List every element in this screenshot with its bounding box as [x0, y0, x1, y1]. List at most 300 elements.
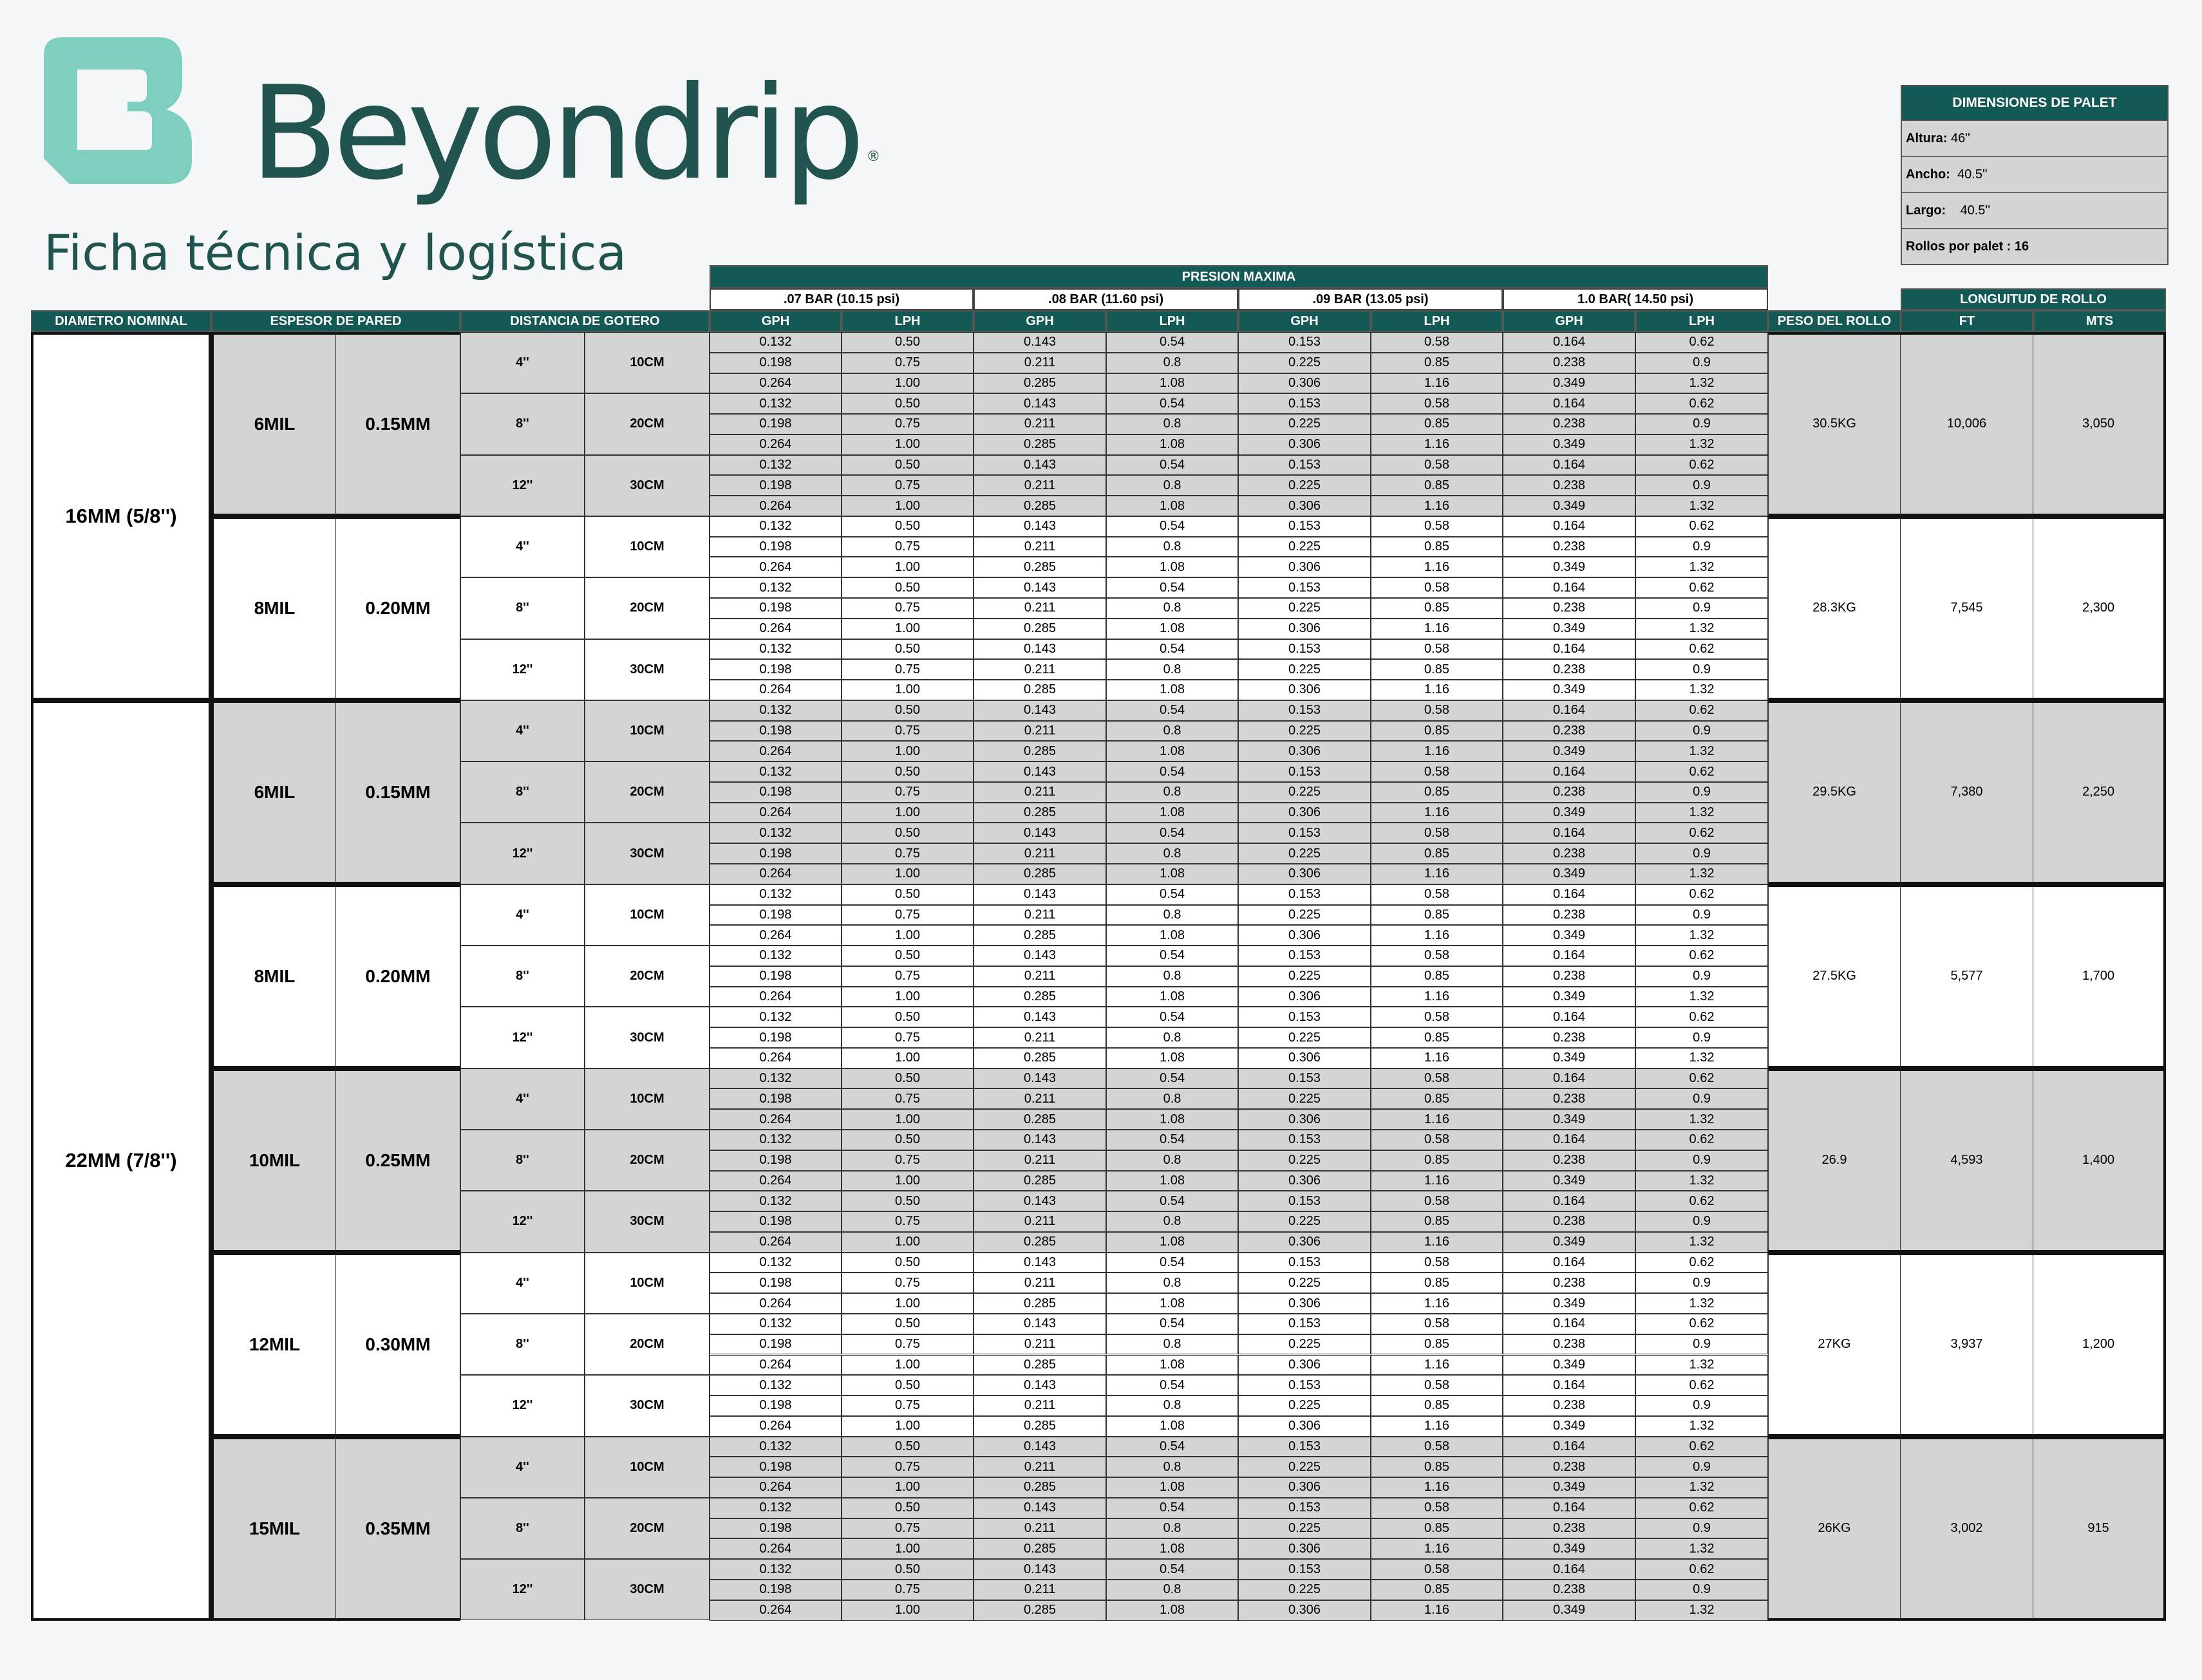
- flow-lph-cell: 0.50: [842, 1375, 974, 1395]
- flow-gph-cell: 0.143: [974, 455, 1106, 476]
- flow-lph-cell: 0.62: [1635, 332, 1768, 353]
- flow-lph-cell: 0.58: [1371, 1007, 1503, 1027]
- flow-lph-cell: 0.85: [1371, 1518, 1503, 1539]
- flow-lph-cell: 0.75: [842, 598, 974, 619]
- flow-lph-cell: 1.00: [842, 1293, 974, 1314]
- flow-lph-cell: 0.85: [1371, 353, 1503, 373]
- peso-rollo: 28.3KG: [1768, 516, 1901, 700]
- flow-gph-cell: 0.285: [974, 1171, 1106, 1191]
- flow-gph-cell: 0.306: [1238, 1477, 1371, 1498]
- flow-lph-cell: 0.50: [842, 1437, 974, 1457]
- flow-lph-cell: 0.85: [1371, 1150, 1503, 1171]
- flow-gph-cell: 0.132: [710, 1559, 842, 1580]
- flow-lph-cell: 0.58: [1371, 1069, 1503, 1089]
- flow-gph-cell: 0.132: [710, 1191, 842, 1211]
- flow-gph-cell: 0.285: [974, 925, 1106, 946]
- flow-gph-cell: 0.306: [1238, 925, 1371, 946]
- longitud-ft: 4,593: [1901, 1069, 2033, 1253]
- flow-gph-cell: 0.238: [1503, 1518, 1635, 1539]
- flow-lph-cell: 0.9: [1635, 1150, 1768, 1171]
- flow-gph-cell: 0.225: [1238, 721, 1371, 742]
- flow-lph-cell: 1.16: [1371, 680, 1503, 700]
- flow-gph-cell: 0.132: [710, 639, 842, 660]
- flow-gph-cell: 0.349: [1503, 1171, 1635, 1191]
- flow-lph-cell: 0.54: [1106, 1253, 1238, 1273]
- flow-lph-cell: 0.85: [1371, 721, 1503, 742]
- pallet-title: DIMENSIONES DE PALET: [1902, 86, 2167, 121]
- flow-gph-cell: 0.143: [974, 823, 1106, 843]
- flow-gph-cell: 0.164: [1503, 1498, 1635, 1518]
- flow-lph-cell: 0.58: [1371, 761, 1503, 782]
- flow-gph-cell: 0.132: [710, 577, 842, 598]
- flow-lph-cell: 1.16: [1371, 496, 1503, 516]
- flow-lph-cell: 0.75: [842, 1088, 974, 1109]
- flow-gph-cell: 0.211: [974, 721, 1106, 742]
- gotero-pulgadas: 4'': [460, 884, 585, 946]
- flow-gph-cell: 0.211: [974, 905, 1106, 926]
- flow-lph-cell: 0.9: [1635, 1027, 1768, 1048]
- flow-lph-cell: 0.58: [1371, 884, 1503, 905]
- flow-gph-cell: 0.225: [1238, 905, 1371, 926]
- flow-gph-cell: 0.164: [1503, 884, 1635, 905]
- flow-gph-cell: 0.153: [1238, 577, 1371, 598]
- col-header-diametro: DIAMETRO NOMINAL: [31, 310, 211, 332]
- longitud-ft: 7,380: [1901, 700, 2033, 884]
- gotero-pulgadas: 8'': [460, 761, 585, 823]
- peso-rollo: 26KG: [1768, 1437, 1901, 1621]
- flow-gph-cell: 0.198: [710, 1457, 842, 1477]
- flow-gph-cell: 0.143: [974, 516, 1106, 537]
- flow-gph-cell: 0.225: [1238, 1088, 1371, 1109]
- flow-gph-cell: 0.132: [710, 1498, 842, 1518]
- gotero-cm: 20CM: [585, 1314, 710, 1375]
- espesor-mil: 10MIL: [211, 1069, 336, 1253]
- flow-gph-cell: 0.198: [710, 843, 842, 864]
- gotero-cm: 20CM: [585, 761, 710, 823]
- flow-lph-cell: 0.75: [842, 782, 974, 803]
- flow-lph-cell: 0.62: [1635, 1069, 1768, 1089]
- flow-lph-cell: 0.9: [1635, 1395, 1768, 1416]
- flow-gph-cell: 0.238: [1503, 475, 1635, 496]
- flow-lph-cell: 0.9: [1635, 905, 1768, 926]
- flow-gph-cell: 0.264: [710, 1171, 842, 1191]
- flow-gph-cell: 0.164: [1503, 455, 1635, 476]
- gotero-pulgadas: 8'': [460, 577, 585, 639]
- flow-lph-cell: 0.9: [1635, 475, 1768, 496]
- flow-gph-cell: 0.238: [1503, 1211, 1635, 1232]
- flow-lph-cell: 0.85: [1371, 1027, 1503, 1048]
- gotero-pulgadas: 12'': [460, 1007, 585, 1068]
- flow-gph-cell: 0.132: [710, 823, 842, 843]
- flow-lph-cell: 0.50: [842, 393, 974, 414]
- flow-lph-cell: 0.58: [1371, 1191, 1503, 1211]
- flow-gph-cell: 0.164: [1503, 1130, 1635, 1150]
- flow-gph-cell: 0.225: [1238, 1334, 1371, 1355]
- flow-gph-cell: 0.211: [974, 843, 1106, 864]
- flow-lph-cell: 0.58: [1371, 1314, 1503, 1334]
- flow-gph-cell: 0.264: [710, 741, 842, 761]
- gotero-cm: 20CM: [585, 1130, 710, 1191]
- espesor-mil: 6MIL: [211, 332, 336, 516]
- longitud-mts: 1,400: [2033, 1069, 2166, 1253]
- flow-lph-cell: 1.32: [1635, 619, 1768, 639]
- flow-gph-cell: 0.349: [1503, 1416, 1635, 1437]
- flow-lph-cell: 0.58: [1371, 455, 1503, 476]
- flow-lph-cell: 1.00: [842, 1355, 974, 1376]
- flow-lph-cell: 0.8: [1106, 414, 1238, 434]
- flow-lph-cell: 1.32: [1635, 864, 1768, 884]
- flow-lph-cell: 0.62: [1635, 946, 1768, 966]
- col-header-mts: MTS: [2033, 310, 2166, 332]
- flow-lph-cell: 0.9: [1635, 1580, 1768, 1600]
- flow-gph-cell: 0.153: [1238, 1498, 1371, 1518]
- pressure-header: .08 BAR (11.60 psi): [974, 288, 1238, 310]
- flow-lph-cell: 0.58: [1371, 639, 1503, 660]
- gotero-cm: 10CM: [585, 1253, 710, 1314]
- peso-rollo: 29.5KG: [1768, 700, 1901, 884]
- espesor-mil: 15MIL: [211, 1437, 336, 1621]
- flow-lph-cell: 0.58: [1371, 1437, 1503, 1457]
- flow-gph-cell: 0.238: [1503, 537, 1635, 557]
- flow-gph-cell: 0.349: [1503, 1600, 1635, 1621]
- flow-lph-cell: 0.54: [1106, 1314, 1238, 1334]
- flow-lph-cell: 1.00: [842, 987, 974, 1007]
- flow-gph-cell: 0.238: [1503, 414, 1635, 434]
- flow-lph-cell: 1.08: [1106, 1048, 1238, 1069]
- flow-lph-cell: 0.8: [1106, 659, 1238, 680]
- flow-gph-cell: 0.164: [1503, 1559, 1635, 1580]
- flow-gph-cell: 0.285: [974, 496, 1106, 516]
- flow-lph-cell: 0.75: [842, 966, 974, 987]
- flow-gph-cell: 0.349: [1503, 925, 1635, 946]
- flow-lph-cell: 0.9: [1635, 782, 1768, 803]
- flow-gph-cell: 0.238: [1503, 966, 1635, 987]
- flow-gph-cell: 0.285: [974, 741, 1106, 761]
- flow-lph-cell: 0.9: [1635, 537, 1768, 557]
- flow-lph-cell: 0.62: [1635, 1437, 1768, 1457]
- flow-lph-cell: 0.85: [1371, 414, 1503, 434]
- flow-lph-cell: 0.8: [1106, 1457, 1238, 1477]
- flow-lph-cell: 0.8: [1106, 598, 1238, 619]
- flow-lph-cell: 0.54: [1106, 516, 1238, 537]
- flow-lph-cell: 1.16: [1371, 1538, 1503, 1559]
- flow-gph-cell: 0.264: [710, 496, 842, 516]
- diametro-cell: 16MM (5/8''): [31, 332, 211, 700]
- flow-lph-cell: 1.08: [1106, 1538, 1238, 1559]
- flow-gph-cell: 0.285: [974, 1232, 1106, 1253]
- flow-lph-cell: 0.54: [1106, 639, 1238, 660]
- flow-lph-cell: 1.16: [1371, 557, 1503, 577]
- flow-gph-cell: 0.143: [974, 1375, 1106, 1395]
- flow-lph-cell: 0.8: [1106, 782, 1238, 803]
- flow-lph-cell: 1.32: [1635, 1416, 1768, 1437]
- flow-lph-cell: 1.00: [842, 741, 974, 761]
- flow-gph-cell: 0.349: [1503, 864, 1635, 884]
- flow-lph-cell: 1.00: [842, 925, 974, 946]
- flow-gph-cell: 0.285: [974, 1109, 1106, 1130]
- flow-lph-cell: 1.16: [1371, 864, 1503, 884]
- flow-lph-cell: 0.58: [1371, 823, 1503, 843]
- longitud-ft: 3,002: [1901, 1437, 2033, 1621]
- flow-lph-cell: 1.16: [1371, 987, 1503, 1007]
- flow-gph-cell: 0.238: [1503, 1395, 1635, 1416]
- flow-gph-cell: 0.132: [710, 1007, 842, 1027]
- flow-gph-cell: 0.264: [710, 1538, 842, 1559]
- flow-lph-cell: 0.50: [842, 332, 974, 353]
- flow-gph-cell: 0.225: [1238, 598, 1371, 619]
- flow-gph-cell: 0.153: [1238, 1314, 1371, 1334]
- flow-gph-cell: 0.153: [1238, 1069, 1371, 1089]
- flow-lph-cell: 0.75: [842, 1334, 974, 1355]
- flow-gph-cell: 0.349: [1503, 1355, 1635, 1376]
- col-header-gph: GPH: [974, 310, 1106, 332]
- flow-gph-cell: 0.143: [974, 1559, 1106, 1580]
- flow-gph-cell: 0.306: [1238, 1109, 1371, 1130]
- longitud-ft: 5,577: [1901, 884, 2033, 1069]
- pallet-largo: Largo: 40.5'': [1902, 193, 2167, 229]
- flow-lph-cell: 0.9: [1635, 1273, 1768, 1293]
- flow-lph-cell: 0.54: [1106, 393, 1238, 414]
- espesor-mm: 0.20MM: [336, 516, 460, 700]
- flow-gph-cell: 0.153: [1238, 1375, 1371, 1395]
- flow-gph-cell: 0.264: [710, 434, 842, 455]
- flow-gph-cell: 0.164: [1503, 332, 1635, 353]
- flow-lph-cell: 0.54: [1106, 761, 1238, 782]
- flow-gph-cell: 0.225: [1238, 414, 1371, 434]
- flow-lph-cell: 0.9: [1635, 659, 1768, 680]
- flow-lph-cell: 0.54: [1106, 1130, 1238, 1150]
- flow-lph-cell: 1.16: [1371, 925, 1503, 946]
- flow-lph-cell: 0.50: [842, 946, 974, 966]
- espesor-mil: 8MIL: [211, 884, 336, 1069]
- flow-gph-cell: 0.211: [974, 1580, 1106, 1600]
- flow-gph-cell: 0.153: [1238, 455, 1371, 476]
- flow-lph-cell: 0.54: [1106, 884, 1238, 905]
- flow-lph-cell: 0.85: [1371, 1211, 1503, 1232]
- flow-lph-cell: 0.54: [1106, 1375, 1238, 1395]
- flow-gph-cell: 0.153: [1238, 332, 1371, 353]
- flow-gph-cell: 0.132: [710, 700, 842, 721]
- gotero-cm: 30CM: [585, 1375, 710, 1436]
- flow-lph-cell: 0.58: [1371, 1130, 1503, 1150]
- flow-lph-cell: 0.58: [1371, 700, 1503, 721]
- flow-lph-cell: 1.16: [1371, 1600, 1503, 1621]
- gotero-pulgadas: 12'': [460, 823, 585, 884]
- flow-gph-cell: 0.306: [1238, 803, 1371, 823]
- flow-lph-cell: 1.08: [1106, 557, 1238, 577]
- flow-gph-cell: 0.164: [1503, 1191, 1635, 1211]
- flow-gph-cell: 0.132: [710, 455, 842, 476]
- flow-lph-cell: 1.08: [1106, 680, 1238, 700]
- flow-lph-cell: 0.50: [842, 884, 974, 905]
- flow-gph-cell: 0.349: [1503, 987, 1635, 1007]
- flow-lph-cell: 0.62: [1635, 455, 1768, 476]
- flow-gph-cell: 0.349: [1503, 803, 1635, 823]
- flow-lph-cell: 0.50: [842, 1191, 974, 1211]
- presion-maxima-header: PRESION MAXIMA: [710, 265, 1768, 288]
- flow-gph-cell: 0.264: [710, 1293, 842, 1314]
- flow-lph-cell: 1.32: [1635, 434, 1768, 455]
- flow-lph-cell: 0.50: [842, 455, 974, 476]
- flow-gph-cell: 0.132: [710, 516, 842, 537]
- flow-lph-cell: 1.32: [1635, 1048, 1768, 1069]
- flow-lph-cell: 1.16: [1371, 803, 1503, 823]
- longitud-mts: 2,250: [2033, 700, 2166, 884]
- flow-gph-cell: 0.211: [974, 1088, 1106, 1109]
- flow-lph-cell: 0.62: [1635, 1375, 1768, 1395]
- flow-gph-cell: 0.164: [1503, 761, 1635, 782]
- col-header-distancia: DISTANCIA DE GOTERO: [460, 310, 710, 332]
- flow-lph-cell: 0.62: [1635, 1007, 1768, 1027]
- flow-gph-cell: 0.306: [1238, 619, 1371, 639]
- gotero-pulgadas: 4'': [460, 1437, 585, 1498]
- flow-gph-cell: 0.349: [1503, 1109, 1635, 1130]
- flow-gph-cell: 0.132: [710, 1437, 842, 1457]
- flow-gph-cell: 0.349: [1503, 1538, 1635, 1559]
- flow-lph-cell: 0.62: [1635, 1191, 1768, 1211]
- flow-gph-cell: 0.164: [1503, 946, 1635, 966]
- flow-lph-cell: 0.85: [1371, 1334, 1503, 1355]
- flow-lph-cell: 0.85: [1371, 1580, 1503, 1600]
- flow-gph-cell: 0.132: [710, 1069, 842, 1089]
- flow-lph-cell: 1.00: [842, 1232, 974, 1253]
- flow-gph-cell: 0.132: [710, 946, 842, 966]
- flow-lph-cell: 1.32: [1635, 1293, 1768, 1314]
- gotero-cm: 10CM: [585, 700, 710, 761]
- flow-gph-cell: 0.198: [710, 475, 842, 496]
- flow-lph-cell: 1.08: [1106, 1600, 1238, 1621]
- flow-gph-cell: 0.211: [974, 537, 1106, 557]
- flow-lph-cell: 0.85: [1371, 475, 1503, 496]
- flow-gph-cell: 0.143: [974, 393, 1106, 414]
- flow-gph-cell: 0.198: [710, 414, 842, 434]
- flow-gph-cell: 0.132: [710, 1375, 842, 1395]
- espesor-mil: 6MIL: [211, 700, 336, 884]
- flow-gph-cell: 0.238: [1503, 1457, 1635, 1477]
- flow-lph-cell: 0.75: [842, 1395, 974, 1416]
- flow-gph-cell: 0.198: [710, 1088, 842, 1109]
- flow-gph-cell: 0.164: [1503, 1069, 1635, 1089]
- flow-lph-cell: 1.32: [1635, 1171, 1768, 1191]
- flow-lph-cell: 1.16: [1371, 619, 1503, 639]
- flow-lph-cell: 0.54: [1106, 332, 1238, 353]
- flow-gph-cell: 0.225: [1238, 966, 1371, 987]
- flow-lph-cell: 0.8: [1106, 1211, 1238, 1232]
- flow-gph-cell: 0.198: [710, 1273, 842, 1293]
- flow-gph-cell: 0.285: [974, 434, 1106, 455]
- flow-lph-cell: 0.62: [1635, 1498, 1768, 1518]
- flow-gph-cell: 0.238: [1503, 1334, 1635, 1355]
- flow-gph-cell: 0.238: [1503, 843, 1635, 864]
- page-subtitle: Ficha técnica y logística: [44, 224, 627, 281]
- flow-lph-cell: 0.9: [1635, 1457, 1768, 1477]
- flow-gph-cell: 0.264: [710, 1232, 842, 1253]
- gotero-cm: 10CM: [585, 884, 710, 946]
- col-header-ft: FT: [1901, 310, 2033, 332]
- flow-lph-cell: 0.54: [1106, 1498, 1238, 1518]
- gotero-cm: 30CM: [585, 823, 710, 884]
- flow-gph-cell: 0.264: [710, 619, 842, 639]
- espesor-mm: 0.25MM: [336, 1069, 460, 1253]
- flow-gph-cell: 0.285: [974, 1416, 1106, 1437]
- flow-lph-cell: 0.85: [1371, 905, 1503, 926]
- flow-gph-cell: 0.285: [974, 557, 1106, 577]
- flow-lph-cell: 1.00: [842, 680, 974, 700]
- longitud-ft: 10,006: [1901, 332, 2033, 516]
- diametro-cell: 22MM (7/8''): [31, 700, 211, 1621]
- flow-lph-cell: 0.85: [1371, 1273, 1503, 1293]
- flow-lph-cell: 0.9: [1635, 353, 1768, 373]
- flow-gph-cell: 0.164: [1503, 823, 1635, 843]
- flow-lph-cell: 0.62: [1635, 884, 1768, 905]
- flow-lph-cell: 1.32: [1635, 1600, 1768, 1621]
- flow-lph-cell: 1.16: [1371, 434, 1503, 455]
- flow-lph-cell: 1.32: [1635, 925, 1768, 946]
- flow-gph-cell: 0.211: [974, 1518, 1106, 1539]
- flow-gph-cell: 0.225: [1238, 843, 1371, 864]
- flow-gph-cell: 0.225: [1238, 1150, 1371, 1171]
- flow-lph-cell: 1.08: [1106, 1109, 1238, 1130]
- flow-lph-cell: 1.08: [1106, 496, 1238, 516]
- flow-lph-cell: 1.00: [842, 373, 974, 394]
- flow-gph-cell: 0.225: [1238, 782, 1371, 803]
- flow-gph-cell: 0.132: [710, 393, 842, 414]
- gotero-cm: 30CM: [585, 1191, 710, 1252]
- flow-gph-cell: 0.225: [1238, 1027, 1371, 1048]
- gotero-cm: 30CM: [585, 455, 710, 516]
- flow-lph-cell: 1.16: [1371, 1048, 1503, 1069]
- gotero-cm: 10CM: [585, 1069, 710, 1130]
- flow-gph-cell: 0.211: [974, 1457, 1106, 1477]
- flow-lph-cell: 0.85: [1371, 1395, 1503, 1416]
- flow-lph-cell: 0.58: [1371, 1498, 1503, 1518]
- flow-lph-cell: 1.32: [1635, 741, 1768, 761]
- flow-lph-cell: 1.16: [1371, 1232, 1503, 1253]
- flow-lph-cell: 0.50: [842, 1069, 974, 1089]
- flow-gph-cell: 0.306: [1238, 496, 1371, 516]
- gotero-pulgadas: 8'': [460, 1314, 585, 1375]
- flow-lph-cell: 1.00: [842, 1600, 974, 1621]
- flow-lph-cell: 1.08: [1106, 1171, 1238, 1191]
- flow-gph-cell: 0.153: [1238, 1559, 1371, 1580]
- flow-lph-cell: 1.32: [1635, 1538, 1768, 1559]
- flow-gph-cell: 0.225: [1238, 475, 1371, 496]
- flow-lph-cell: 1.08: [1106, 741, 1238, 761]
- flow-lph-cell: 1.00: [842, 1477, 974, 1498]
- gotero-cm: 20CM: [585, 1498, 710, 1559]
- flow-gph-cell: 0.349: [1503, 496, 1635, 516]
- flow-lph-cell: 0.50: [842, 1498, 974, 1518]
- espesor-mm: 0.30MM: [336, 1253, 460, 1437]
- flow-gph-cell: 0.164: [1503, 1314, 1635, 1334]
- flow-gph-cell: 0.285: [974, 987, 1106, 1007]
- brand-logo: [44, 37, 881, 209]
- flow-lph-cell: 1.16: [1371, 1171, 1503, 1191]
- flow-lph-cell: 0.9: [1635, 966, 1768, 987]
- flow-lph-cell: 1.08: [1106, 373, 1238, 394]
- flow-gph-cell: 0.306: [1238, 1293, 1371, 1314]
- flow-gph-cell: 0.143: [974, 1007, 1106, 1027]
- col-header-lph: LPH: [1635, 310, 1768, 332]
- flow-lph-cell: 0.58: [1371, 1375, 1503, 1395]
- peso-rollo: 27.5KG: [1768, 884, 1901, 1069]
- flow-gph-cell: 0.264: [710, 1109, 842, 1130]
- flow-gph-cell: 0.264: [710, 1477, 842, 1498]
- flow-gph-cell: 0.264: [710, 1600, 842, 1621]
- flow-gph-cell: 0.164: [1503, 639, 1635, 660]
- flow-lph-cell: 1.32: [1635, 1477, 1768, 1498]
- flow-lph-cell: 0.8: [1106, 1334, 1238, 1355]
